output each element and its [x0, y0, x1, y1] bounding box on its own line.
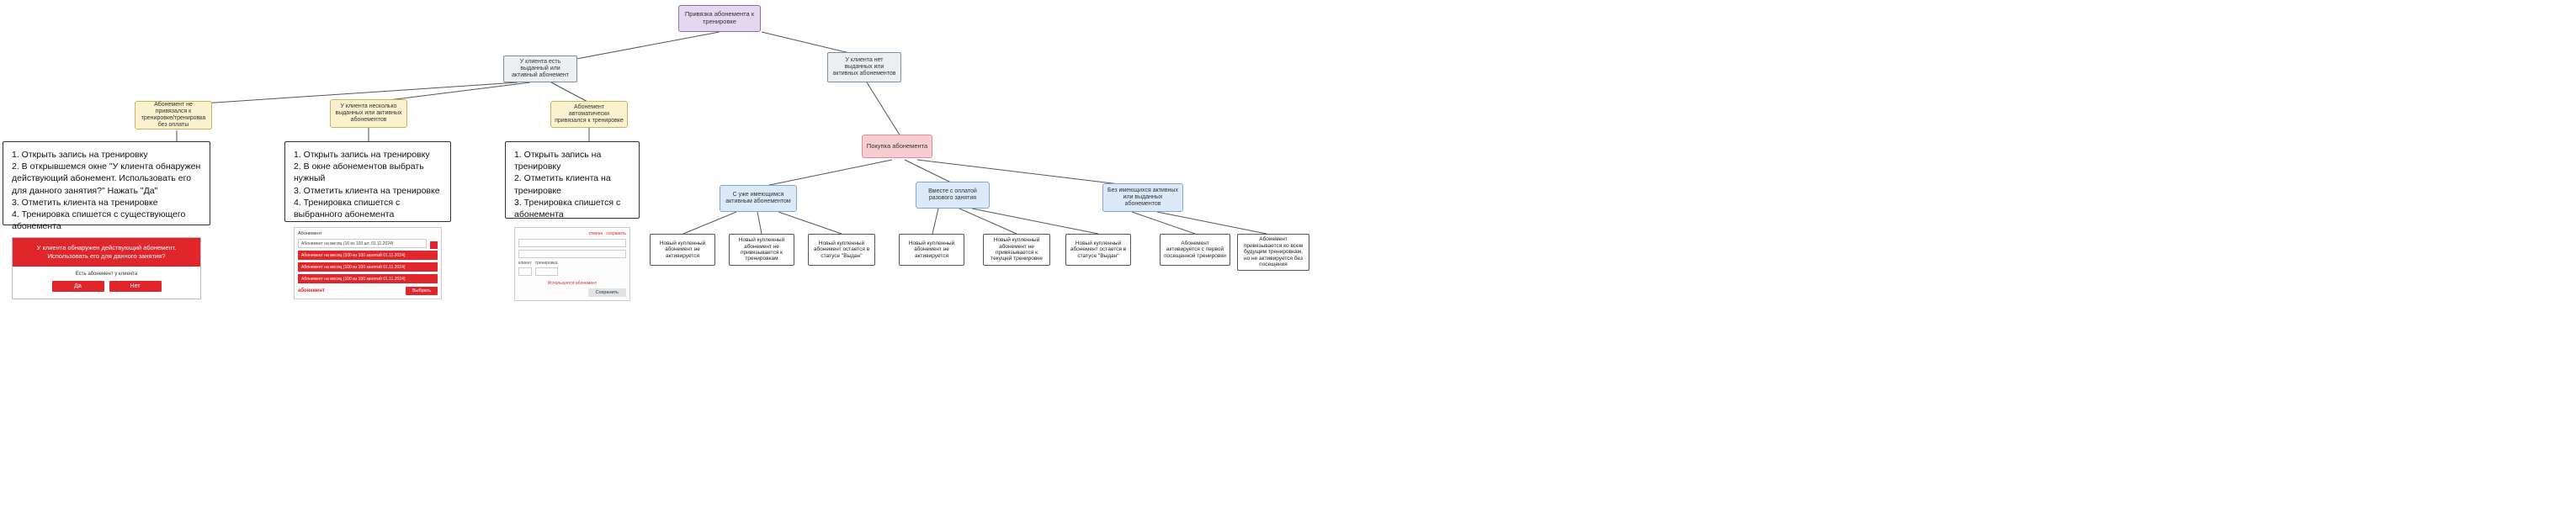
node-leaf-4[interactable] — [899, 234, 964, 266]
node-with-payment[interactable] — [916, 182, 990, 209]
node-auto-linked[interactable] — [550, 101, 628, 128]
node-leaf-8[interactable] — [1237, 234, 1309, 271]
node-leaf-1[interactable] — [650, 234, 715, 266]
form-save-link[interactable]: сохранить — [606, 231, 626, 237]
form-save-button[interactable]: Сохранить — [588, 288, 626, 297]
panel-several — [284, 141, 451, 294]
select-button[interactable]: Выбрать — [406, 287, 438, 295]
node-leaf-7-label: Абонемент активируется с первой посещенной тренировки — [1164, 240, 1226, 259]
screenshot-booking-form — [514, 227, 630, 301]
screenshot-pass-list — [294, 227, 442, 299]
node-with-active-label: С уже имеющимся активным абонементом — [725, 191, 791, 204]
pass-list-row[interactable]: Абонемент на месяц (100 из 100 занятий 01.11.2024) — [298, 274, 438, 283]
form-cancel-link[interactable]: отмена — [588, 231, 603, 237]
node-with-active[interactable] — [720, 185, 797, 212]
node-leaf-3[interactable] — [808, 234, 875, 266]
pass-list-title: Абонемент — [298, 231, 322, 237]
node-has-pass[interactable] — [503, 56, 577, 82]
step-item: 2. Отметить клиента на тренировке — [514, 173, 613, 196]
color-swatch-icon — [430, 241, 438, 249]
pass-list-footer — [298, 287, 438, 295]
dialog-yes-button[interactable]: Да — [52, 281, 104, 292]
form-field-client[interactable] — [518, 267, 532, 276]
screenshot-confirm-dialog — [12, 237, 201, 299]
form-label-training: тренировка — [534, 261, 558, 267]
node-purchase[interactable] — [862, 135, 932, 158]
node-purchase-label: Покупка абонемента — [866, 141, 928, 150]
node-root[interactable] — [678, 5, 761, 32]
step-item: 1. Открыть запись на тренировку — [294, 150, 430, 160]
brand-logo: абонемент — [298, 288, 325, 294]
dialog-message: У клиента обнаружен действующий абонемент. Использовать его для данного занятия? — [13, 238, 200, 267]
node-leaf-4-label: Новый купленный абонемент не активируется — [908, 240, 955, 259]
dialog-buttons — [16, 281, 197, 292]
node-leaf-1-label: Новый купленный абонемент не активируется — [659, 240, 706, 259]
step-item: 2. В окне абонементов выбрать нужный — [294, 161, 427, 184]
panel-several-steps — [294, 149, 442, 220]
node-leaf-7[interactable] — [1160, 234, 1230, 266]
node-not-linked-label: Абонемент не привязался к тренировке/тренировка без оплаты — [141, 101, 206, 129]
pass-list-row[interactable]: Абонемент на месяц (100 из 100 занятий 01.11.2024) — [298, 262, 438, 272]
dialog-body — [13, 267, 200, 299]
node-leaf-6-label: Новый купленный абонемент остается в статусе "Выдан" — [1070, 240, 1127, 259]
panel-not-linked — [3, 141, 210, 289]
step-item: 3. Отметить клиента на тренировке — [12, 197, 158, 208]
node-not-linked[interactable] — [135, 101, 212, 130]
node-has-pass-label: У клиента есть выданный или активный абонемент — [512, 58, 569, 79]
form-note-pass-used: Используется абонемент — [547, 281, 598, 287]
step-item: 1. Открыть запись на тренировку — [514, 150, 604, 172]
node-leaf-5[interactable] — [983, 234, 1050, 266]
form-label-client: клиент — [518, 261, 532, 267]
step-item: 4. Тренировка спишется с существующего абонемента — [12, 209, 189, 232]
node-root-label: Привязка абонемента к тренировке — [684, 10, 755, 25]
node-leaf-5-label: Новый купленный абонемент не привязывается к текущей тренировке — [991, 237, 1043, 262]
node-auto-linked-label: Абонемент автоматически привязался к тренировке — [555, 103, 624, 124]
node-no-pass[interactable] — [827, 52, 901, 82]
node-with-payment-label: Вместе с оплатой разового занятия — [928, 188, 977, 201]
form-header — [518, 231, 626, 236]
panel-not-linked-steps — [12, 149, 204, 232]
form-field[interactable] — [518, 239, 626, 247]
node-without-active[interactable] — [1102, 183, 1183, 212]
node-without-active-label: Без имеющихся активных или выданных абонементов — [1107, 187, 1178, 208]
step-item: 1. Открыть запись на тренировку — [12, 150, 148, 160]
step-item: 3. Тренировка спишется с абонемента — [514, 197, 624, 219]
panel-auto-steps — [514, 149, 630, 220]
pass-list-row[interactable]: Абонемент на месяц (16 из 100 шт. 01.11.2024) — [298, 239, 427, 248]
form-field-training[interactable] — [535, 267, 558, 276]
form-field-row — [518, 261, 626, 278]
dialog-no-button[interactable]: Нет — [109, 281, 162, 292]
node-leaf-3-label: Новый купленный абонемент остается в статусе "Выдан" — [813, 240, 870, 259]
form-field[interactable] — [518, 250, 626, 258]
pass-list-row-selected[interactable]: Абонемент на месяц (100 из 100 занятий 01.11.2024) — [298, 251, 438, 260]
step-item: 2. В открывшемся окне "У клиента обнаружен действующий абонемент. Использовать его для данного занятия?" Нажать "Да" — [12, 161, 204, 196]
step-item: 4. Тренировка спишется с выбранного абонемента — [294, 197, 403, 219]
node-no-pass-label: У клиента нет выданных или активных абонементов — [832, 56, 896, 77]
panel-auto-linked — [505, 141, 640, 296]
node-leaf-6[interactable] — [1065, 234, 1131, 266]
node-leaf-2[interactable] — [729, 234, 794, 266]
node-several[interactable] — [330, 99, 407, 128]
dialog-subtitle: Есть абонемент у клиента — [75, 271, 138, 277]
node-leaf-8-label: Абонемент привязывается ко всем будущим тренировкам, но не активируется без посещения — [1243, 236, 1304, 268]
node-leaf-2-label: Новый купленный абонемент не привязывается к тренировкам — [738, 237, 785, 262]
step-item: 3. Отметить клиента на тренировке — [294, 185, 440, 196]
node-several-label: У клиента несколько выданных или активных абонементов — [335, 103, 402, 124]
